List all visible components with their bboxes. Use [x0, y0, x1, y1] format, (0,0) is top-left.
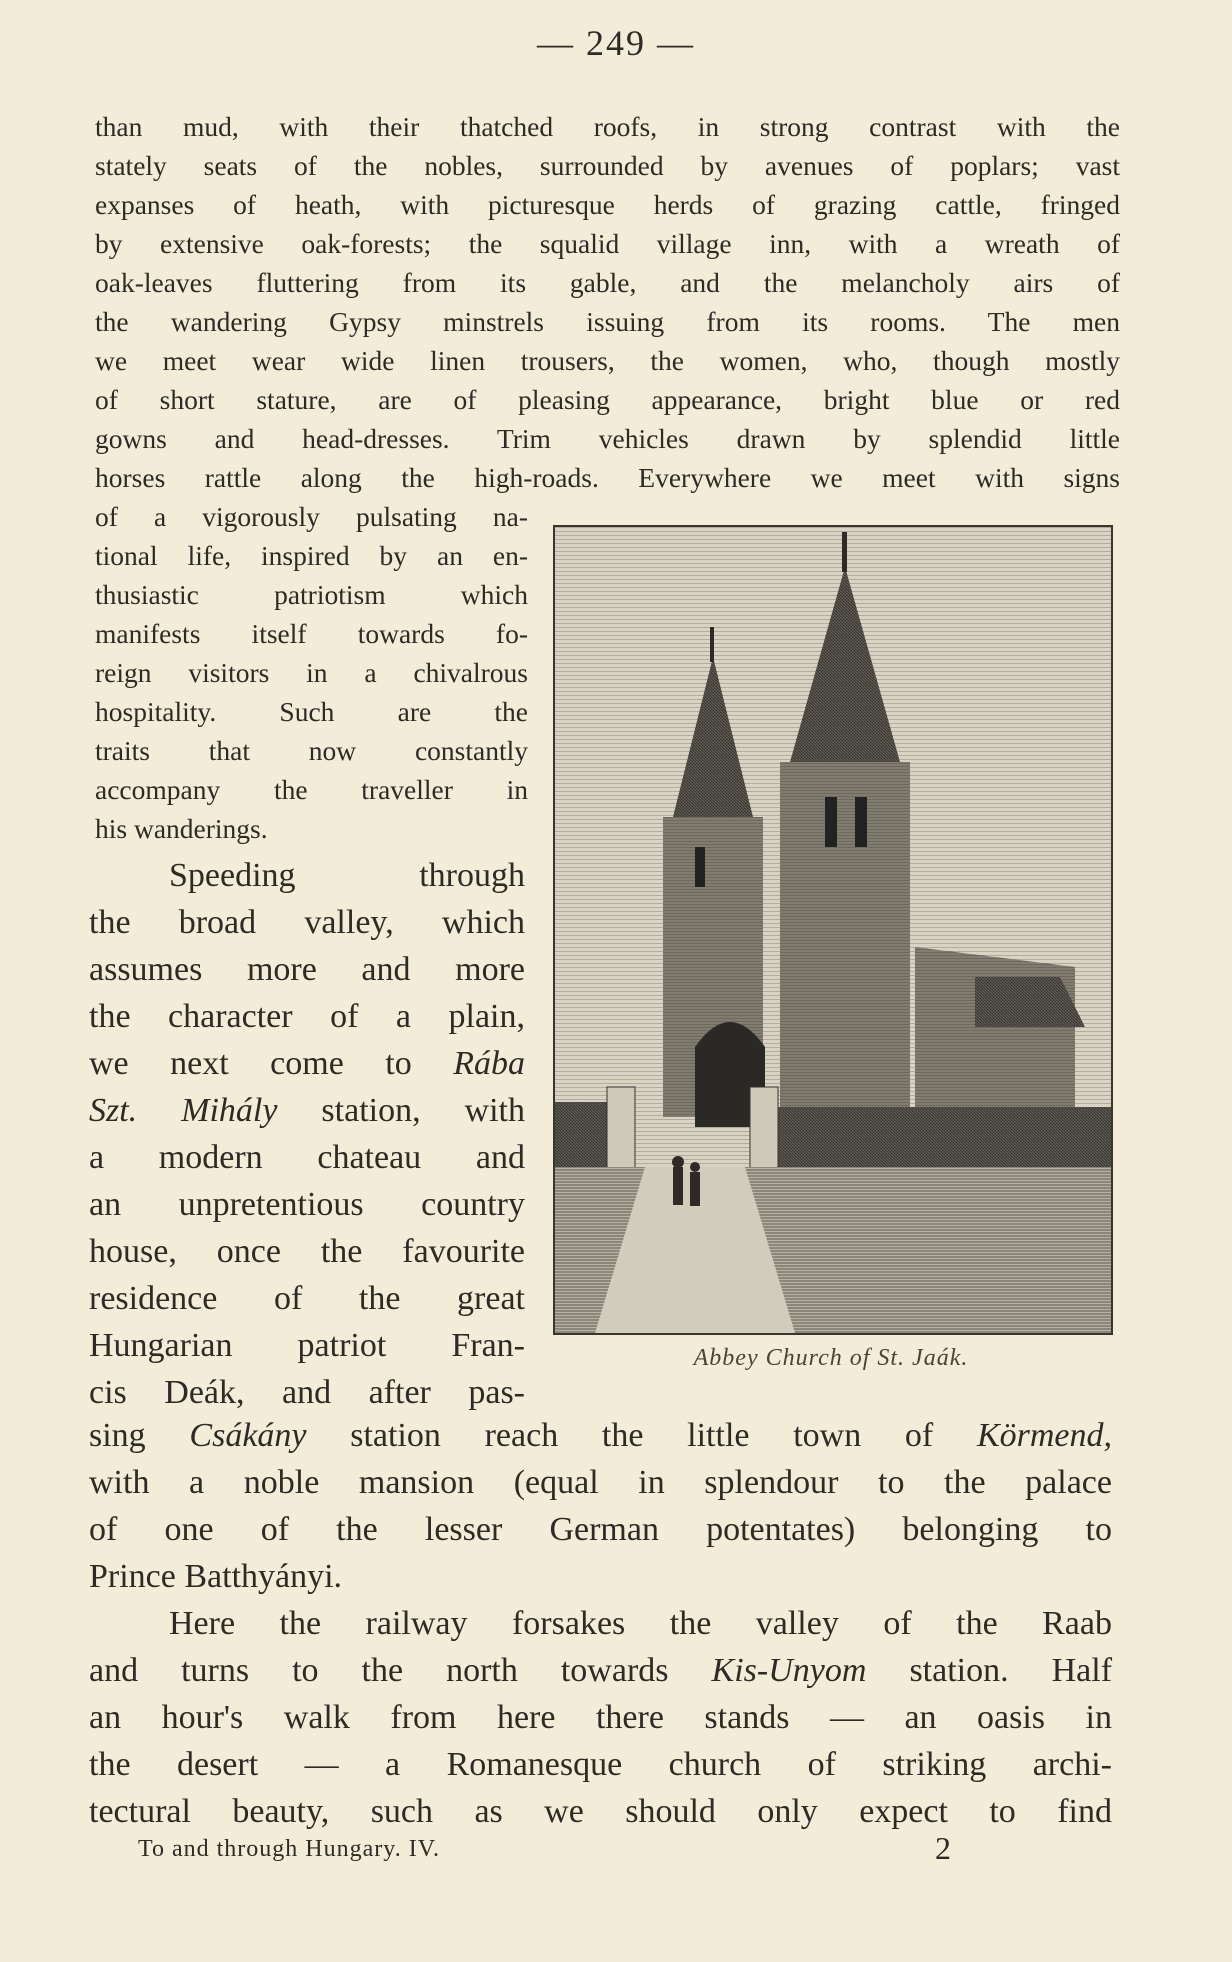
- person-figure: [673, 1167, 683, 1205]
- right-tower: [780, 762, 910, 1132]
- tower-window: [695, 847, 705, 887]
- gate-pillar: [750, 1087, 778, 1177]
- text-line: manifests itself towards fo-: [95, 618, 528, 649]
- paragraph-1-full: [95, 107, 1120, 497]
- text-line: residence of the great: [89, 1280, 525, 1317]
- place-name: Csákány: [189, 1417, 307, 1454]
- text-line: cis Deák, and after pas-: [89, 1374, 525, 1411]
- text-segment: station reach the little town of: [350, 1417, 934, 1454]
- text-line: house, once the favourite: [89, 1233, 525, 1270]
- person-figure: [690, 1162, 700, 1172]
- text-segment: we next come to: [89, 1045, 412, 1082]
- page-number: — 249 —: [537, 23, 695, 63]
- text-line: [89, 1040, 525, 1087]
- gate-pillar: [607, 1087, 635, 1177]
- text-segment: and turns to the north towards: [89, 1652, 669, 1689]
- text-line: his wanderings.: [95, 813, 268, 844]
- text-line: traits that now constantly: [95, 735, 528, 766]
- text-line: an hour's walk from here there stands — an oasis in: [89, 1699, 1112, 1736]
- text-line: [89, 1412, 1112, 1459]
- right-cross: [842, 532, 847, 572]
- place-name: Rába: [453, 1045, 526, 1082]
- text-segment: station, with: [321, 1092, 525, 1129]
- text-line: hospitality. Such are the: [95, 696, 528, 727]
- text-line: a modern chateau and: [89, 1139, 525, 1176]
- text-line: stately seats of the nobles, surrounded by avenues of poplars; vast: [95, 150, 1120, 181]
- church-illustration: [555, 527, 1111, 1333]
- text-line: the desert — a Romanesque church of striking archi-: [89, 1746, 1112, 1783]
- text-line: tectural beauty, such as we should only expect to find: [89, 1793, 1112, 1830]
- text-line: of one of the lesser German potentates) belonging to: [89, 1511, 1112, 1548]
- text-line: of short stature, are of pleasing appearance, bright blue or red: [95, 384, 1120, 415]
- place-name: Kis-Unyom: [711, 1652, 867, 1689]
- text-line: the character of a plain,: [89, 998, 525, 1035]
- text-line: Prince Batthyányi.: [89, 1558, 343, 1595]
- text-line: reign visitors in a chivalrous: [95, 657, 528, 688]
- footer-title: To and through Hungary. IV.: [138, 1836, 440, 1862]
- text-line: oak-leaves fluttering from its gable, and the melancholy airs of: [95, 267, 1120, 298]
- paragraph-2-full: [89, 1412, 1112, 1835]
- text-line: tional life, inspired by an en-: [95, 540, 528, 571]
- place-name: Szt. Mihály: [89, 1092, 278, 1129]
- church-engraving: [553, 525, 1113, 1335]
- text-line: thusiastic patriotism which: [95, 579, 528, 610]
- text-line: accompany the traveller in: [95, 774, 528, 805]
- text-line: horses rattle along the high-roads. Everywhere we meet with signs: [95, 462, 1120, 493]
- text-line: the wandering Gypsy minstrels issuing from its rooms. The men: [95, 306, 1120, 337]
- text-line: Here the railway forsakes the valley of the Raab: [169, 1605, 1112, 1642]
- paragraph-1-narrow: [95, 497, 528, 848]
- text-segment: station. Half: [909, 1652, 1113, 1689]
- text-line: Hungarian patriot Fran-: [89, 1327, 525, 1364]
- signature-mark: 2: [935, 1830, 951, 1866]
- text-line: by extensive oak-forests; the squalid village inn, with a wreath of: [95, 228, 1120, 259]
- person-figure: [672, 1156, 684, 1168]
- place-name: Körmend,: [976, 1417, 1113, 1454]
- paragraph-2-narrow: [89, 852, 525, 1416]
- text-line: the broad valley, which: [89, 904, 525, 941]
- text-line: gowns and head-dresses. Trim vehicles drawn by splendid little: [95, 423, 1120, 454]
- text-segment: sing: [89, 1417, 146, 1454]
- text-line: assumes more and more: [89, 951, 525, 988]
- belfry-window: [825, 797, 837, 847]
- text-line: than mud, with their thatched roofs, in strong contrast with the: [95, 111, 1120, 142]
- text-line: we meet wear wide linen trousers, the women, who, though mostly: [95, 345, 1120, 376]
- text-line: Speeding through: [169, 857, 525, 894]
- text-line: an unpretentious country: [89, 1186, 525, 1223]
- person-figure: [690, 1172, 700, 1206]
- text-line: [89, 1087, 525, 1134]
- text-line: with a noble mansion (equal in splendour to the palace: [89, 1464, 1112, 1501]
- text-line: [89, 1647, 1112, 1694]
- text-line: of a vigorously pulsating na-: [95, 501, 528, 532]
- belfry-window: [855, 797, 867, 847]
- text-line: expanses of heath, with picturesque herds of grazing cattle, fringed: [95, 189, 1120, 220]
- left-cross: [710, 627, 714, 662]
- figure-caption: Abbey Church of St. Jaák.: [693, 1345, 969, 1371]
- churchyard-wall: [755, 1107, 1111, 1167]
